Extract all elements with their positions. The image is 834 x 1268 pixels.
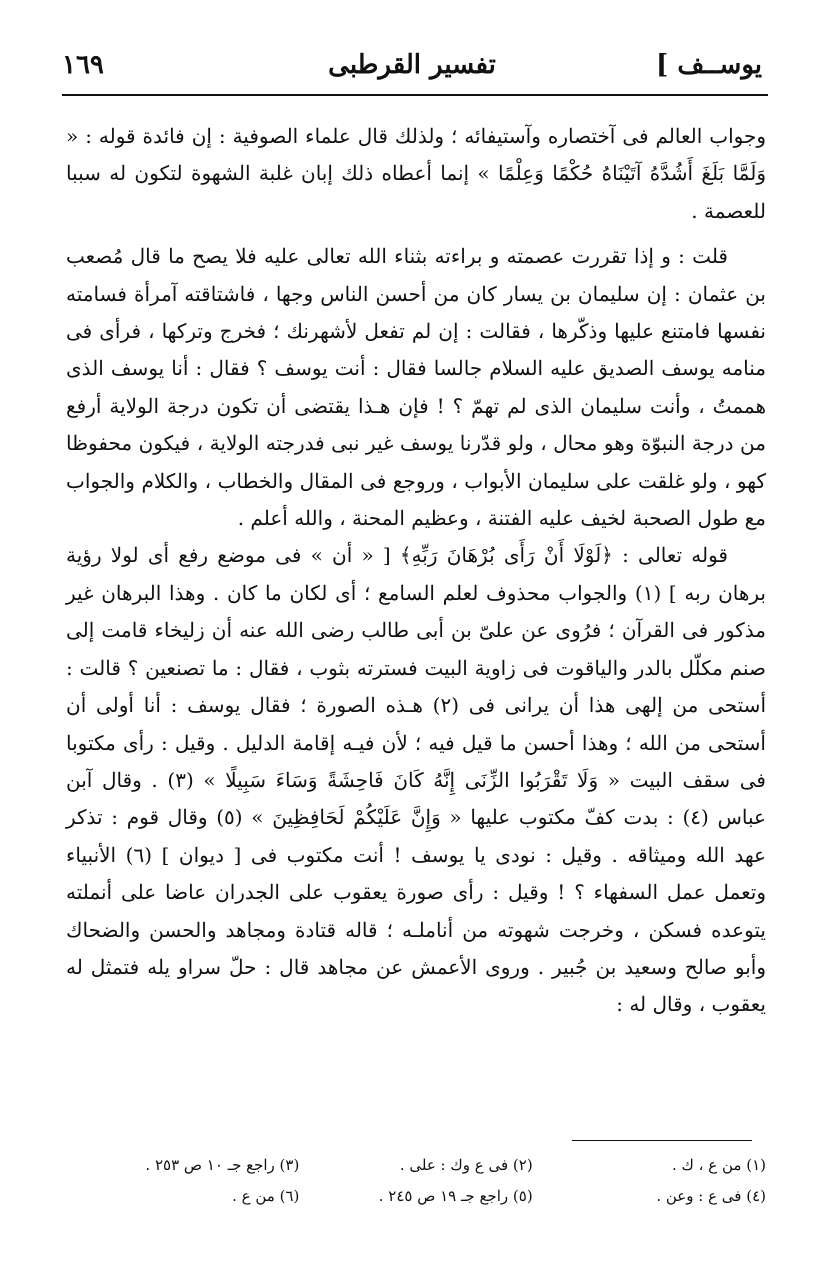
footnote-4: (٤) فى ع : وعن . [656,1187,766,1205]
footnotes [66,1150,766,1212]
footnote-1: (١) من ع ، ك . [672,1156,766,1174]
footnote-row [66,1181,766,1212]
paragraph-2: قلت : و إذا تقررت عصمته و براءته بثناء الله تعالى عليه فلا يصح ما قال مُصعب بن عثمان : إن سليمان بن يسار كان من أحسن الناس وجها ، فاشتاقته آمرأة فسامته نفسها فامتنع عليها وذكّرها ، فقالت : إن لم تفعل لأشهرنك ؛ فخرج وتركها ، فرأى فى منامه يوسف الصديق عليه السلام جالسا فقال : أنت يوسف ؟ فقال : أنا يوسف الذى هممتُ ، وأنت سليمان الذى لم تهمّ ؟ ! فإن هـذا يقتضى أن تكون درجة الولاية أرفع من درجة النبوّة وهو محال ، ولو قدّرنا يوسف غير نبى فدرجته الولاية ، فيكون محفوظا كهو ، ولو غلقت على سليمان الأبواب ، وروجع فى المقال والخطاب ، والكلام والجواب مع طول الصحبة لخيف عليه الفتنة ، وعظيم المحنة ، والله أعلم . [66,244,766,531]
header-rule [62,94,768,96]
main-text [66,118,766,1024]
footnote-2: (٢) فى ع وك : على . [399,1156,533,1174]
footnote-5: (٥) راجع جـ ١٩ ص ٢٤٥ . [378,1187,533,1205]
paragraph-3: قوله تعالى : ﴿لَوْلَا أَنْ رَأَى بُرْهَانَ رَبِّهِ﴾ [ « أن » فى موضع رفع أى لولا رؤية برهان ربه ] (١) والجواب محذوف لعلم السامع ؛ أى لكان ما كان . وهذا البرهان غير مذكور فى القرآن ؛ فرُوى عن علىّ بن أبى طالب رضى الله عنه أن زليخاء قامت إلى صنم مكلّل بالدر والياقوت فى زاوية البيت فسترته بثوب ، فقال : ما تصنعين ؟ قالت : أستحى من إلهى هذا أن يرانى فى (٢) هـذه الصورة ؛ فقال يوسف : أنا أولى أن أستحى من الله ؛ وهذا أحسن ما قيل فيه ؛ لأن فيـه إقامة الدليل . وقيل : رأى مكتوبا فى سقف البيت « وَلَا تَقْرَبُوا الزِّنَى إِنَّهُ كَانَ فَاحِشَةً وَسَاءَ سَبِيلًا » (٣) . وقال آبن عباس (٤) : بدت كفّ مكتوب عليها « وَإِنَّ عَلَيْكُمْ لَحَافِظِينَ » (٥) وقال قوم : تذكر عهد الله وميثاقه . وقيل : نودى يا يوسف ! أنت مكتوب فى [ ديوان ] (٦) الأنبياء وتعمل عمل السفهاء ؟ ! وقيل : رأى صورة يعقوب على الجدران عاضا على أنملته يتوعده فسكن ، وخرجت شهوته من أناملـه ؛ قاله قتادة ومجاهد والحسن والضحاك وأبو صالح وسعيد بن جُبير . وروى الأعمش عن مجاهد قال : حلّ سراو يله فتمثل له يعقوب ، وقال له : [66,543,766,1017]
footnote-row [66,1150,766,1181]
footnote-6: (٦) من ع . [232,1187,300,1205]
book-title: تفسير القرطبى [328,50,496,80]
page-number: ١٦٩ [62,50,104,80]
running-header [62,44,762,92]
surah-name: يوســف ] [656,50,762,80]
paragraph-1: وجواب العالم فى آختصاره وآستيفائه ؛ ولذلك قال علماء الصوفية : إن فائدة قوله : « وَلَمَّا بَلَغَ أَشُدَّهُ آتَيْنَاهُ حُكْمًا وَعِلْمًا » إنما أعطاه ذلك إبان غلبة الشهوة لتكون له سببا للعصمة . [66,124,766,223]
footnote-3: (٣) راجع جـ ١٠ ص ٢٥٣ . [145,1156,300,1174]
footnote-rule [572,1140,752,1141]
